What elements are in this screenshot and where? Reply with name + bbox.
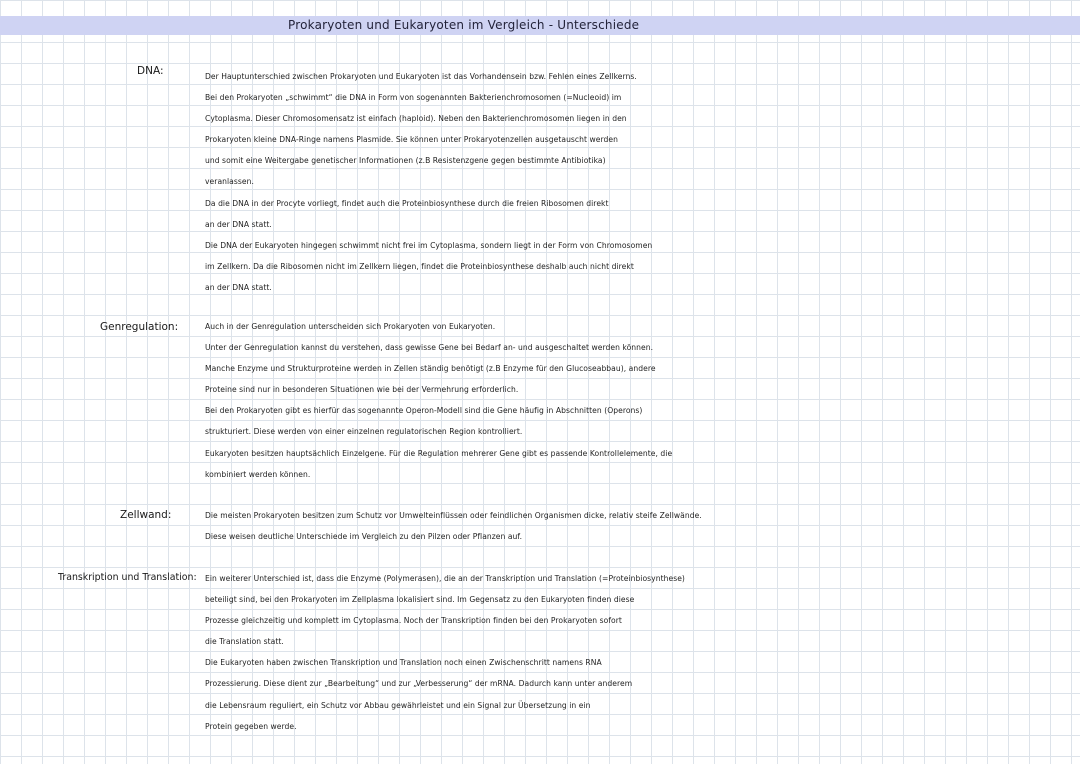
section-label-transkription: Transkription und Translation: (58, 572, 197, 583)
text-line: Unter der Genregulation kannst du verstehen, dass gewisse Gene bei Bedarf an- und ausgeschaltet werden können. (205, 343, 654, 353)
text-line: an der DNA statt. (205, 282, 272, 292)
text-line: im Zellkern. Da die Ribosomen nicht im Zellkern liegen, findet die Proteinbiosynthese deshalb auch nicht direkt (205, 261, 634, 271)
section-label-zellwand: Zellwand: (120, 509, 172, 521)
text-line: Protein gegeben werde. (205, 721, 297, 731)
section-text-transkription (205, 568, 725, 737)
text-line: Proteine sind nur in besonderen Situationen wie bei der Vermehrung erforderlich. (205, 385, 519, 395)
section-text-zellwand (205, 505, 725, 547)
text-line: Der Hauptunterschied zwischen Prokaryoten und Eukaryoten ist das Vorhandensein bzw. Fehlen eines Zellkerns. (205, 72, 637, 81)
section-text-genregulation (205, 316, 725, 485)
page-title: Prokaryoten und Eukaryoten im Vergleich - Unterschiede (288, 18, 640, 32)
text-line: Manche Enzyme und Strukturproteine werden in Zellen ständig benötigt (z.B Enzyme für den Glucoseabbau), andere (205, 364, 656, 374)
text-line: beteiligt sind, bei den Prokaryoten im Zellplasma lokalisiert sind. Im Gegensatz zu den Eukaryoten finden diese (205, 595, 635, 605)
text-line: kombiniert werden können. (205, 469, 311, 479)
text-line: veranlassen. (205, 177, 254, 187)
text-line: an der DNA statt. (205, 219, 272, 229)
text-line: Ein weiterer Unterschied ist, dass die Enzyme (Polymerasen), die an der Transkription und Translation (=Proteinbiosynthese) (205, 574, 685, 583)
text-line: Bei den Prokaryoten gibt es hierfür das sogenannte Operon-Modell sind die Gene häufig in Abschnitten (Operons) (205, 406, 643, 416)
text-line: die Translation statt. (205, 637, 284, 647)
section-text-dna (205, 66, 725, 298)
text-line: Auch in der Genregulation unterscheiden sich Prokaryoten von Eukaryoten. (205, 322, 496, 331)
text-line: Die Eukaryoten haben zwischen Transkription und Translation noch einen Zwischenschritt namens RNA (205, 658, 602, 668)
text-line: Die DNA der Eukaryoten hingegen schwimmt nicht frei im Cytoplasma, sondern liegt in der Form von Chromosomen (205, 240, 653, 250)
text-line: Cytoplasma. Dieser Chromosomensatz ist einfach (haploid). Neben den Bakterienchromosomen liegen in den (205, 114, 627, 124)
text-line: Prozessierung. Diese dient zur „Bearbeitung“ und zur „Verbesserung“ der mRNA. Dadurch kann unter anderem (205, 679, 633, 689)
text-line: Diese weisen deutliche Unterschiede im Vergleich zu den Pilzen oder Pflanzen auf. (205, 532, 523, 542)
text-line: Bei den Prokaryoten „schwimmt“ die DNA in Form von sogenannten Bakterienchromosomen (=Nucleoid) im (205, 93, 622, 103)
section-label-genregulation: Genregulation: (100, 321, 179, 333)
text-line: und somit eine Weitergabe genetischer Informationen (z.B Resistenzgene gegen bestimmte Antibiotika) (205, 156, 606, 166)
text-line: Prokaryoten kleine DNA-Ringe namens Plasmide. Sie können unter Prokaryotenzellen ausgetauscht werden (205, 135, 618, 145)
text-line: strukturiert. Diese werden von einer einzelnen regulatorischen Region kontrolliert. (205, 427, 523, 437)
text-line: die Lebensraum reguliert, ein Schutz vor Abbau gewährleistet und ein Signal zur Übersetzung in ein (205, 700, 591, 710)
text-line: Die meisten Prokaryoten besitzen zum Schutz vor Umwelteinflüssen oder feindlichen Organismen dicke, relativ steife Zellwände. (205, 511, 702, 520)
text-line: Da die DNA in der Procyte vorliegt, findet auch die Proteinbiosynthese durch die freien Ribosomen direkt (205, 198, 609, 208)
text-line: Eukaryoten besitzen hauptsächlich Einzelgene. Für die Regulation mehrerer Gene gibt es passende Kontrollelemente, die (205, 448, 673, 458)
section-label-dna: DNA: (137, 65, 164, 77)
text-line: Prozesse gleichzeitig und komplett im Cytoplasma. Noch der Transkription finden bei den Prokaryoten sofort (205, 616, 622, 626)
